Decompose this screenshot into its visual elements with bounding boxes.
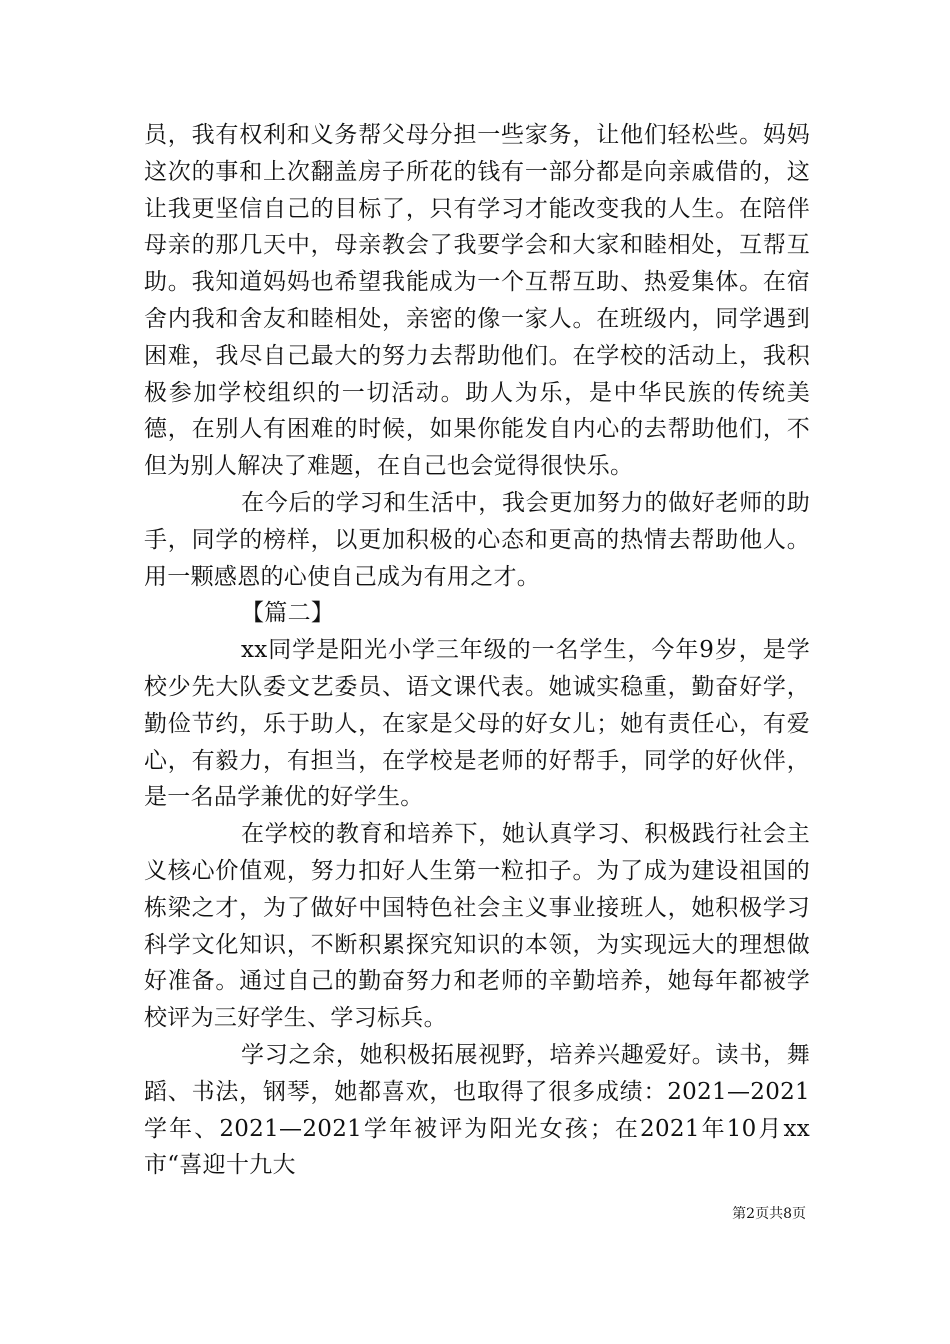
- page-number-footer: 第2页共8页: [732, 1206, 806, 1222]
- paragraph-closing: 在今后的学习和生活中，我会更加努力的做好老师的助手，同学的榜样，以更加积极的心态和更高的热情去帮助他人。用一颗感恩的心使自己成为有用之才。: [144, 489, 810, 590]
- paragraph-education: 在学校的教育和培养下，她认真学习、积极践行社会主义核心价值观，努力扣好人生第一粒扣子。为了成为建设祖国的栋梁之才，为了做好中国特色社会主义事业接班人，她积极学习科学文化知识，不断积累探究知识的本领，为实现远大的理想做好准备。通过自己的勤奋努力和老师的辛勤培养，她每年都被学校评为三好学生、学习标兵。: [144, 821, 810, 1032]
- document-body: [144, 117, 810, 1184]
- section-heading: 【篇二】: [241, 600, 335, 627]
- paragraph-intro: xx同学是阳光小学三年级的一名学生，今年9岁，是学校少先大队委文艺委员、语文课代表。她诚实稳重，勤奋好学，勤俭节约，乐于助人，在家是父母的好女儿；她有责任心，有爱心，有毅力，有担当，在学校是老师的好帮手，同学的好伙伴，是一名品学兼优的好学生。: [144, 637, 810, 811]
- paragraph-hobbies: 学习之余，她积极拓展视野，培养兴趣爱好。读书，舞蹈、书法，钢琴，她都喜欢，也取得了很多成绩：2021—2021学年、2021—2021学年被评为阳光女孩；在2021年10月xx市“喜迎十九大: [144, 1041, 810, 1179]
- paragraph-continued: 员，我有权利和义务帮父母分担一些家务，让他们轻松些。妈妈这次的事和上次翻盖房子所花的钱有一部分都是向亲戚借的，这让我更坚信自己的目标了，只有学习才能改变我的人生。在陪伴母亲的那几天中，母亲教会了我要学会和大家和睦相处，互帮互助。我知道妈妈也希望我能成为一个互帮互助、热爱集体。在宿舍内我和舍友和睦相处，亲密的像一家人。在班级内，同学遇到困难，我尽自己最大的努力去帮助他们。在学校的活动上，我积极参加学校组织的一切活动。助人为乐，是中华民族的传统美德，在别人有困难的时候，如果你能发自内心的去帮助他们，不但为别人解决了难题，在自己也会觉得很快乐。: [144, 122, 810, 480]
